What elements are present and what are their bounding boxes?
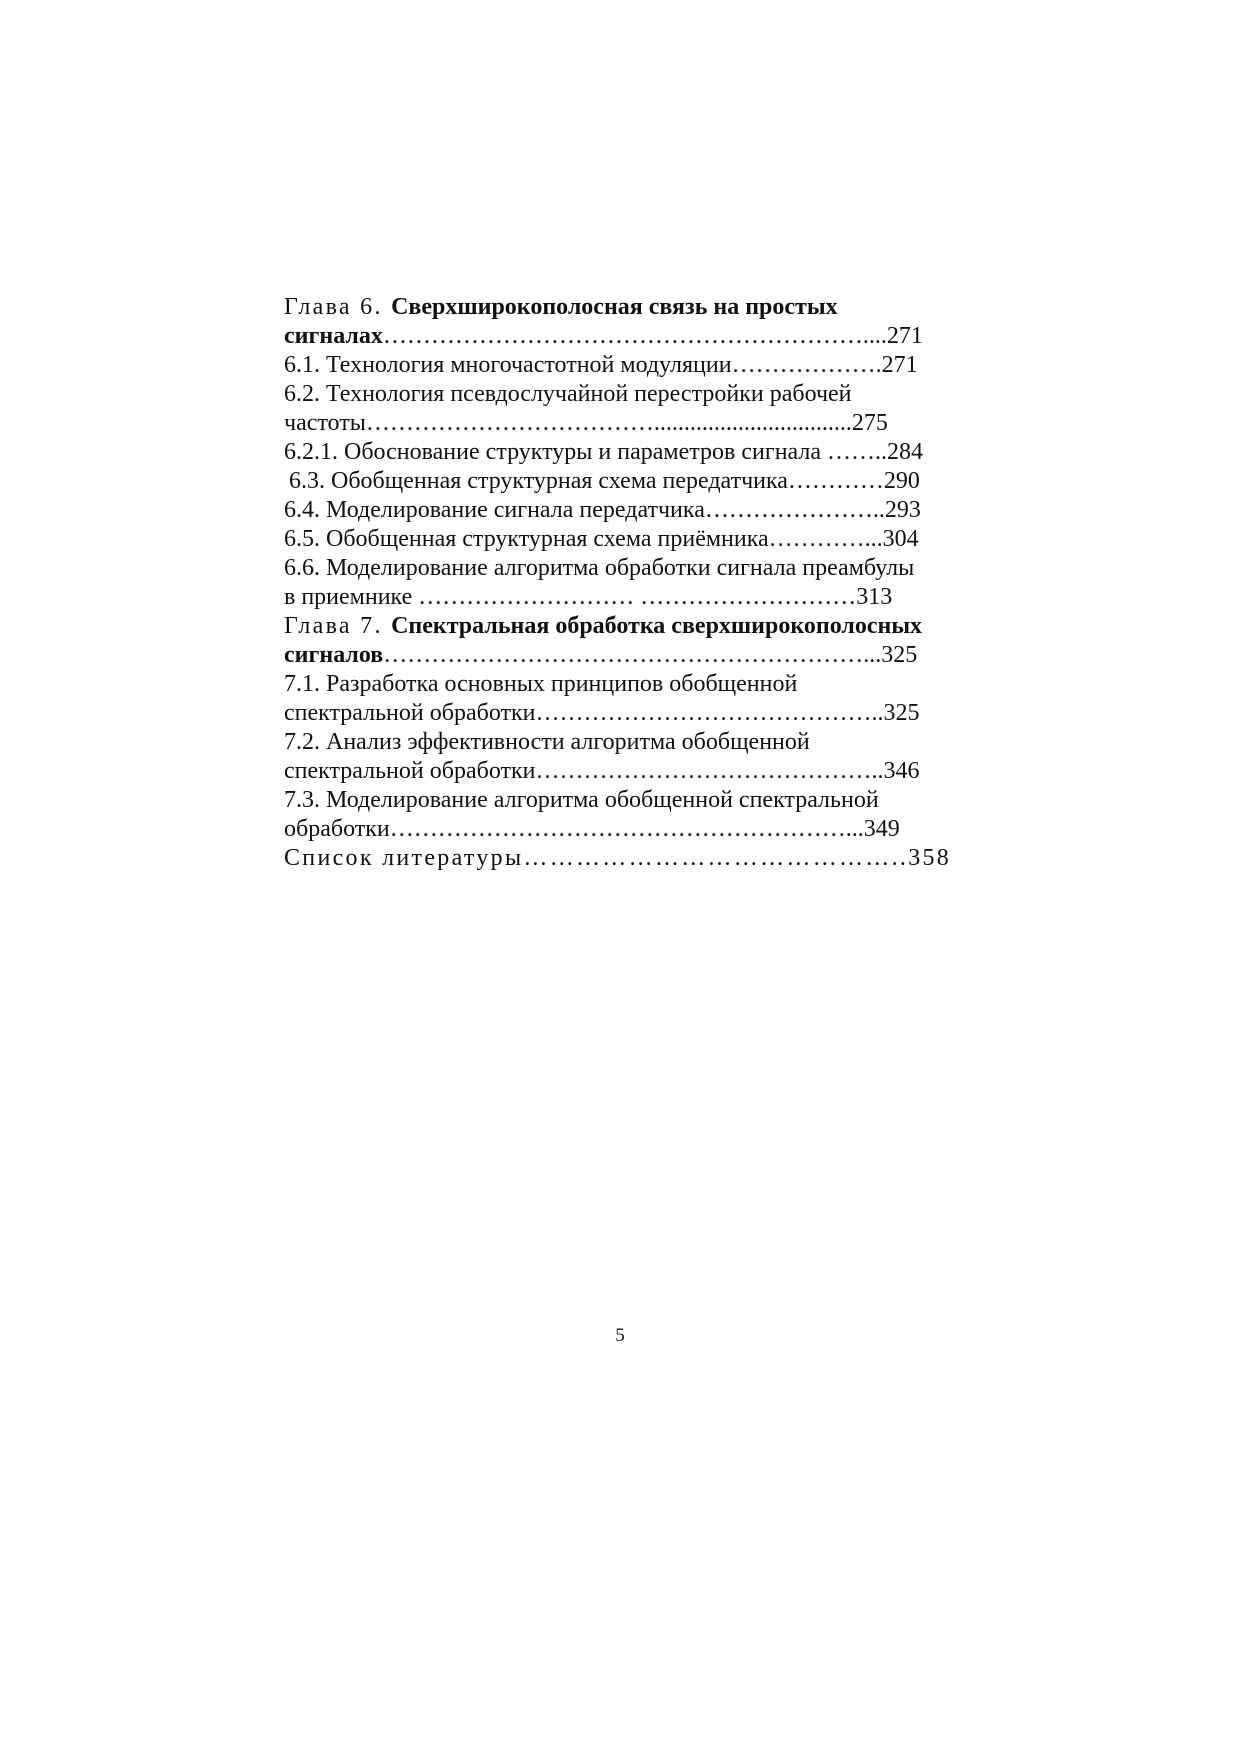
chapter-6-leader: …………………………………………………….... <box>382 323 887 349</box>
toc-entry-6-2-line-2: частоты……………………………….................................275 <box>284 410 888 436</box>
chapter-7-prefix: Глава 7. <box>284 613 392 639</box>
toc-entry-chapter-6-line-1 <box>284 293 944 322</box>
toc-entry-7-2-line-2: спектральной обработки……………………………………..346 <box>284 758 920 784</box>
toc-entry-6-1: 6.1. Технология многочастотной модуляции……………….271 <box>284 352 918 378</box>
chapter-7-title: Спектральная обработка сверхширокополосных <box>391 613 923 639</box>
toc-entry-7-3-line-1: 7.3. Моделирование алгоритма обобщенной спектральной <box>284 787 879 813</box>
table-of-contents <box>284 293 952 873</box>
toc-entry-chapter-6-line-2 <box>284 322 944 351</box>
toc-entry-7-1-line-2: спектральной обработки……………………………………..325 <box>284 700 920 726</box>
chapter-7-title-cont: сигналов <box>284 642 384 668</box>
chapter-7-page: 325 <box>881 642 918 668</box>
toc-entry-7-3-line-2: обработки…………………………………………………...349 <box>284 816 900 842</box>
chapter-6-title-cont: сигналах <box>284 323 383 349</box>
toc-entry-chapter-7-line-1 <box>284 612 944 641</box>
toc-entry-references: Список литературы……………………………………..358 <box>284 845 952 871</box>
chapter-6-prefix: Глава 6. <box>284 294 392 320</box>
chapter-6-title: Сверхширокополосная связь на простых <box>391 294 838 320</box>
toc-entry-6-4: 6.4. Моделирование сигнала передатчика…………………..293 <box>284 497 921 523</box>
toc-entry-7-2-line-1: 7.2. Анализ эффективности алгоритма обобщенной <box>284 729 810 755</box>
toc-entry-6-6-line-1: 6.6. Моделирование алгоритма обработки сигнала преамбулы <box>284 555 915 581</box>
chapter-6-page: 271 <box>886 323 923 349</box>
toc-entry-6-6-line-2: в приемнике ……………………… ………………………313 <box>284 584 893 610</box>
toc-entry-6-3: 6.3. Обобщенная структурная схема передатчика…………290 <box>289 468 920 494</box>
toc-entry-6-2-line-1: 6.2. Технология псевдослучайной перестройки рабочей <box>284 381 852 407</box>
page-number: 5 <box>615 1325 625 1346</box>
toc-entry-chapter-7-line-2 <box>284 641 944 670</box>
chapter-7-leader: ……………………………………………………... <box>383 642 882 668</box>
toc-entry-6-5: 6.5. Обобщенная структурная схема приёмника…………...304 <box>284 526 919 552</box>
toc-entry-6-2-1: 6.2.1. Обоснование структуры и параметров сигнала ……..284 <box>284 439 924 465</box>
toc-entry-7-1-line-1: 7.1. Разработка основных принципов обобщенной <box>284 671 798 697</box>
